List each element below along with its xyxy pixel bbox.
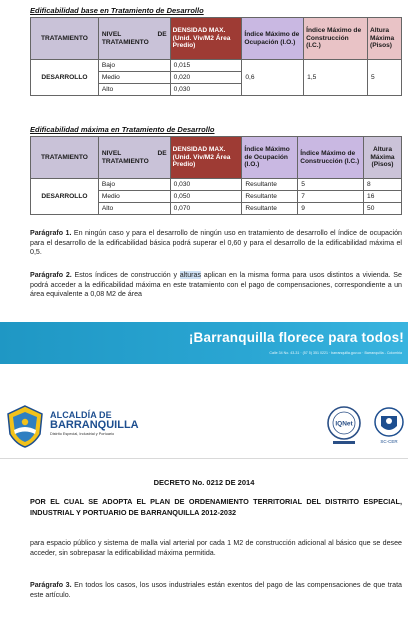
alcaldia-crest-icon [4, 404, 46, 448]
cell-densidad: 0,030 [170, 179, 242, 191]
alcaldia-brand [50, 410, 139, 436]
cell-io: Resultante [242, 179, 298, 191]
paragraph-text: En ningún caso y para el desarrollo de ningún uso en tratamiento de desarrollo el índice de ocupación para el desarrollo de la edificabilidad básica podrá superar el 0,60 y para el desarrollo de la edificabilidad máxima el 0,5. [30, 229, 402, 257]
cell-densidad: 0,015 [170, 60, 242, 72]
table-edificabilidad-maxima [30, 136, 402, 215]
paragraph-label: Parágrafo 3. [30, 581, 72, 589]
header-densidad: DENSIDAD MAX. (Unid. Viv/M2 Área Predio) [170, 137, 242, 179]
header-nivel: NIVEL DE TRATAMIENTO [98, 18, 170, 60]
cell-altura: 8 [364, 179, 402, 191]
header-io: Índice Máximo de Ocupación (I.O.) [242, 18, 304, 60]
cell-nivel: Bajo [98, 60, 170, 72]
header-tratamiento: TRATAMIENTO [31, 137, 99, 179]
seal2-label: SC-CER [380, 439, 398, 444]
cell-altura: 16 [364, 191, 402, 203]
paragraph-text: En todos los casos, los usos industriales están exentos del pago de las compensaciones de que trata este artículo. [30, 581, 402, 599]
cell-densidad: 0,070 [170, 203, 242, 215]
cell-ic: 1,5 [304, 60, 368, 96]
cell-densidad: 0,020 [170, 72, 242, 84]
header-altura: Altura Máxima (Pisos) [364, 137, 402, 179]
cell-ic: 5 [298, 179, 364, 191]
paragraph-label: Parágrafo 1. [30, 229, 72, 237]
cell-altura: 5 [368, 60, 402, 96]
certification-seal-icon [372, 404, 406, 446]
page-bottom [0, 382, 408, 618]
cell-densidad: 0,050 [170, 191, 242, 203]
brand-line3: Distrito Especial, Industrial y Portuario [50, 432, 115, 436]
table1-caption: Edificabilidad base en Tratamiento de Desarrollo [30, 6, 204, 15]
cell-tratamiento: DESARROLLO [31, 60, 99, 96]
paragraph-label: Parágrafo 2. [30, 271, 72, 279]
cell-altura: 50 [364, 203, 402, 215]
banner-address: Calle 34 No. 43-31 · (57 5) 351 0221 · barranquilla.gov.co · Barranquilla - Colombia [269, 351, 402, 355]
paragraph-text: Estos índices de construcción y [71, 271, 180, 279]
header-altura: Altura Máxima (Pisos) [368, 18, 402, 60]
table-edificabilidad-base [30, 17, 402, 96]
cell-tratamiento: DESARROLLO [31, 179, 99, 215]
page-gap [0, 364, 408, 382]
cell-nivel: Medio [98, 191, 170, 203]
cell-nivel: Bajo [98, 179, 170, 191]
header-divider [0, 458, 408, 459]
header-nivel: NIVEL DE TRATAMIENTO [98, 137, 170, 179]
cell-io: 0,6 [242, 60, 304, 96]
cell-io: Resultante [242, 191, 298, 203]
paragraph-2-continuation: para espacio público y sistema de malla vial arterial por cada 1 M2 de construcción adicional al básico que se desee acceder, sin sobrepasar la edificabilidad máxima permitida. [30, 539, 402, 557]
paragraph-text: aplican en la misma forma para usos distintos a vivienda. Se podrá acceder a la edificabilidad máxima en este tratamiento con el pago de compensaciones, correspondiente a un área equivalente a 0,08 M2 de área [30, 271, 402, 299]
cell-io: Resultante [242, 203, 298, 215]
cell-nivel: Alto [98, 84, 170, 96]
header-ic: Índice Máximo de Construcción (I.C.) [304, 18, 368, 60]
iqnet-seal-icon [325, 404, 363, 446]
paragraph-2 [30, 271, 402, 300]
paragraph-3 [30, 581, 402, 600]
cell-ic: 7 [298, 191, 364, 203]
header-io: Índice Máximo de Ocupación (I.O.) [242, 137, 298, 179]
decree-number: DECRETO No. 0212 DE 2014 [153, 478, 255, 487]
decree-title: POR EL CUAL SE ADOPTA EL PLAN DE ORDENAMIENTO TERRITORIAL DEL DISTRITO ESPECIAL, INDUSTRIAL Y PORTUARIO DE BARRANQUILLA 2012-2032 [30, 497, 402, 517]
paragraph-1 [30, 229, 402, 258]
cell-ic: 9 [298, 203, 364, 215]
brand-line1: ALCALDÍA DE [50, 410, 112, 420]
brand-line2: BARRANQUILLA [50, 419, 139, 431]
highlighted-word[interactable]: alturas [179, 271, 202, 279]
header-tratamiento: TRATAMIENTO [31, 18, 99, 60]
cell-nivel: Medio [98, 72, 170, 84]
table2-caption: Edificabilidad máxima en Tratamiento de Desarrollo [30, 125, 215, 134]
header-ic: Índice Máximo de Construcción (I.C.) [298, 137, 364, 179]
banner-slogan: ¡Barranquilla florece para todos! [188, 330, 404, 345]
cell-nivel: Alto [98, 203, 170, 215]
cell-densidad: 0,030 [170, 84, 242, 96]
header-densidad: DENSIDAD MAX. (Unid. Viv/M2 Área Predio) [170, 18, 242, 60]
footer-banner [0, 322, 408, 364]
seal1-label: IQNet [335, 420, 353, 428]
